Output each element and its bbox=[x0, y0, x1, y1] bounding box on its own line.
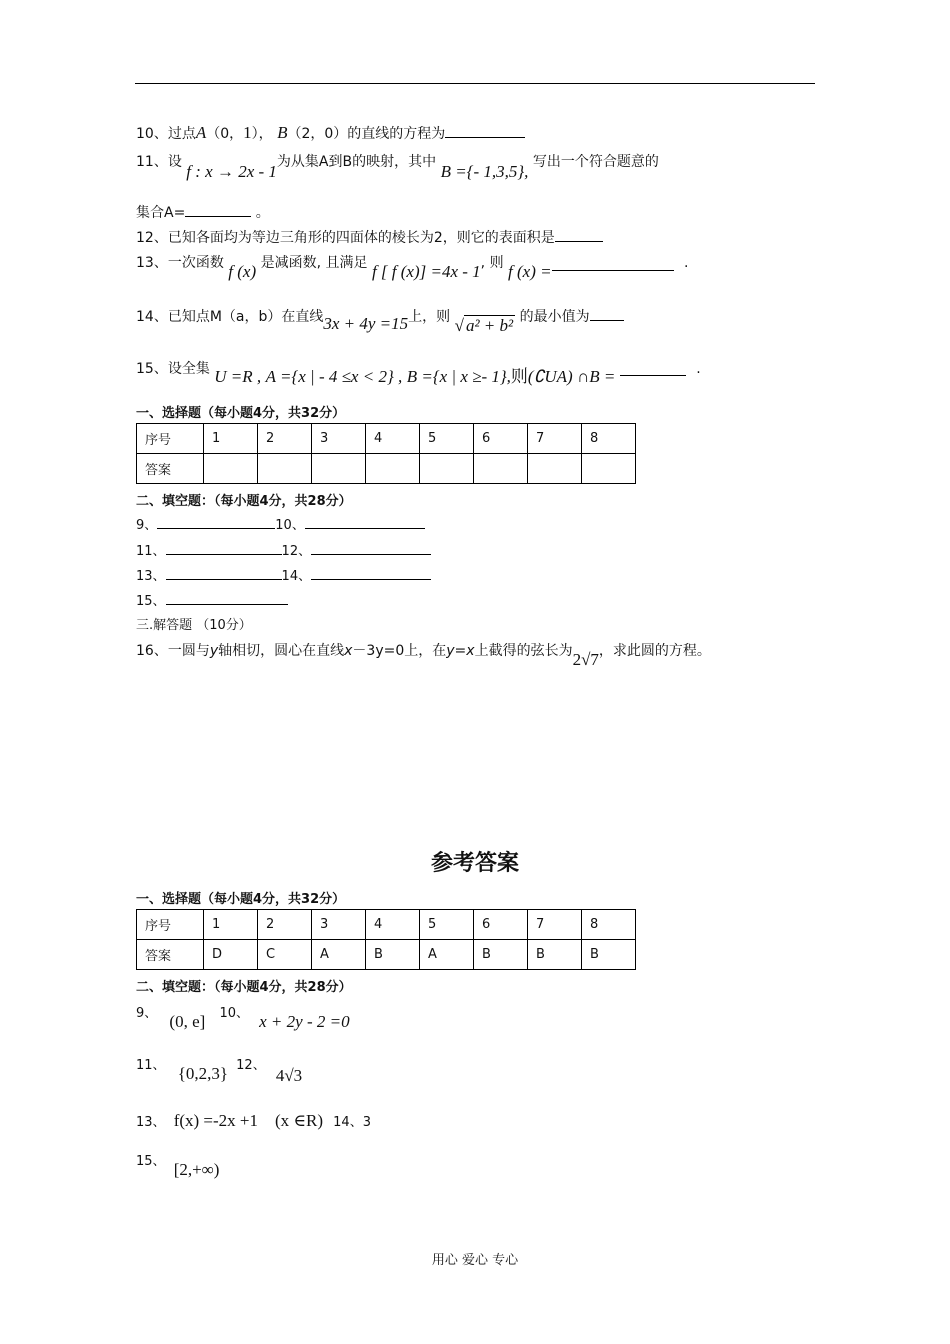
fill-row-2 bbox=[136, 540, 431, 559]
q10-close: ）， bbox=[251, 126, 273, 142]
q14-blank bbox=[590, 320, 624, 321]
q10-blank bbox=[445, 137, 525, 138]
q11-text2: 写出一个符合题意的 bbox=[532, 154, 659, 170]
q11-mapping: f : x → 2x - 1 bbox=[186, 162, 277, 181]
key-label-11: 11、 bbox=[136, 1058, 166, 1073]
question-14 bbox=[136, 305, 624, 335]
table-cell: 3 bbox=[312, 424, 366, 454]
table-cell: 6 bbox=[474, 910, 528, 940]
answer-input-cell[interactable] bbox=[582, 454, 636, 484]
table-cell: 8 bbox=[582, 910, 636, 940]
key-value-13: f(x) =-2x +1 (x ∈R) bbox=[173, 1111, 324, 1130]
table-cell: B bbox=[528, 940, 582, 970]
answer-table-blank bbox=[136, 423, 636, 484]
page-footer: 用心 爱心 专心 bbox=[431, 1253, 519, 1268]
section-fill-title: 二、填空题：（每小题4分，共28分） bbox=[136, 494, 352, 509]
q12-text: 12、已知各面均为等边三角形的四面体的棱长为2，则它的表面积是 bbox=[136, 230, 555, 246]
key-value-9: (0, e] bbox=[169, 1012, 206, 1031]
fill-label-12: 12、 bbox=[281, 544, 312, 559]
fill-blank-10[interactable] bbox=[305, 528, 425, 529]
q10-b-coord: （2，0）的直线的方程为 bbox=[287, 126, 446, 142]
q16-chord-length: 2√7 bbox=[572, 650, 599, 669]
q15-dot: . bbox=[696, 361, 701, 377]
fill-label-13: 13、 bbox=[136, 569, 166, 584]
q10-one: 1 bbox=[243, 123, 252, 142]
q16-text3: －3y=0上，在 bbox=[352, 643, 447, 659]
key-row-3 bbox=[136, 1106, 371, 1131]
fill-label-14: 14、 bbox=[281, 569, 312, 584]
q15-set-a: A ={x | - 4 ≤x < 2} , bbox=[265, 367, 403, 386]
key-value-11: {0,2,3} bbox=[177, 1064, 229, 1083]
q10-point-b: B bbox=[277, 123, 288, 142]
q16-text: 16、一圆与 bbox=[136, 643, 210, 659]
answers-title: 参考答案 bbox=[430, 851, 519, 876]
section-solve-title: 三.解答题 （10分） bbox=[136, 618, 252, 633]
q12-blank bbox=[555, 241, 603, 242]
answer-input-cell[interactable] bbox=[528, 454, 582, 484]
key-label-12: 12、 bbox=[236, 1058, 266, 1073]
table-cell: B bbox=[582, 940, 636, 970]
q13-then: , 则 bbox=[480, 255, 504, 271]
fill-label-15: 15、 bbox=[136, 594, 166, 609]
q16-y: y bbox=[209, 643, 219, 659]
table-cell: B bbox=[366, 940, 420, 970]
table-cell: 4 bbox=[366, 910, 420, 940]
table-cell: 序号 bbox=[137, 424, 204, 454]
q11-set-a-label: 集合A= bbox=[136, 205, 186, 221]
q11-label: 11、设 bbox=[136, 154, 182, 170]
answers-fill-title: 二、填空题：（每小题4分，共28分） bbox=[136, 980, 352, 995]
q16-text2: 轴相切，圆心在直线 bbox=[218, 643, 345, 659]
q14-sqrt-expr: a² + b² bbox=[465, 316, 514, 335]
q11-end: 。 bbox=[255, 205, 270, 221]
q14-line-eq: 3x + 4y =15 bbox=[323, 314, 409, 333]
key-row-4 bbox=[136, 1150, 220, 1179]
fill-row-3 bbox=[136, 565, 431, 584]
q10-point-a: A bbox=[195, 123, 207, 142]
fill-blank-14[interactable] bbox=[311, 579, 431, 580]
table-row bbox=[137, 454, 636, 484]
table-cell: 6 bbox=[474, 424, 528, 454]
fill-blank-13[interactable] bbox=[166, 579, 282, 580]
q14-text: 上，则 bbox=[408, 309, 451, 325]
fill-blank-11[interactable] bbox=[166, 554, 282, 555]
question-11-cont bbox=[136, 202, 270, 222]
fill-blank-12[interactable] bbox=[311, 554, 431, 555]
q13-dot: . bbox=[684, 255, 689, 271]
q10-a-coord: （0， bbox=[206, 126, 244, 142]
section-choice-title: 一、选择题（每小题4分，共32分） bbox=[136, 406, 346, 421]
question-11 bbox=[136, 151, 659, 181]
q15-then: 则 bbox=[510, 367, 528, 386]
key-label-10: 10、 bbox=[219, 1006, 249, 1021]
q14-sqrt: √ a² + b² bbox=[454, 316, 514, 335]
q16-text4: 上截得的弦长为 bbox=[474, 643, 573, 659]
q14-label: 14、已知点M（a，b）在直线 bbox=[136, 309, 324, 325]
table-row bbox=[137, 910, 636, 940]
key-value-14: 14、3 bbox=[333, 1115, 371, 1130]
answer-input-cell[interactable] bbox=[204, 454, 258, 484]
fill-blank-9[interactable] bbox=[157, 528, 275, 529]
answer-input-cell[interactable] bbox=[366, 454, 420, 484]
question-15 bbox=[136, 353, 701, 386]
table-cell: 8 bbox=[582, 424, 636, 454]
table-cell: C bbox=[258, 940, 312, 970]
q13-label: 13、一次函数 bbox=[136, 255, 224, 271]
fill-row-4 bbox=[136, 590, 288, 609]
table-cell: D bbox=[204, 940, 258, 970]
key-value-12: 4√3 bbox=[275, 1066, 303, 1085]
table-cell: 5 bbox=[420, 424, 474, 454]
q11-set-b: B ={- 1,3,5}, bbox=[440, 162, 529, 181]
answer-input-cell[interactable] bbox=[312, 454, 366, 484]
header-rule bbox=[135, 83, 815, 84]
q13-fx2: f (x) = bbox=[508, 262, 552, 281]
fill-blank-15[interactable] bbox=[166, 604, 288, 605]
key-label-13: 13、 bbox=[136, 1115, 166, 1130]
key-label-9: 9、 bbox=[136, 1006, 158, 1021]
q16-x: x bbox=[344, 643, 353, 659]
q13-equation: f [ f (x)] =4x - 1 bbox=[371, 262, 481, 281]
table-row bbox=[137, 424, 636, 454]
answer-table-filled bbox=[136, 909, 636, 970]
question-12 bbox=[136, 227, 603, 247]
table-cell: 序号 bbox=[137, 910, 204, 940]
q15-expression: (∁UA) ∩B = bbox=[527, 367, 616, 386]
q13-text: 是减函数, 且满足 bbox=[260, 255, 368, 271]
answer-input-cell[interactable] bbox=[474, 454, 528, 484]
answer-input-cell[interactable] bbox=[420, 454, 474, 484]
fill-label-11: 11、 bbox=[136, 544, 166, 559]
table-cell: 4 bbox=[366, 424, 420, 454]
table-cell: 1 bbox=[204, 910, 258, 940]
question-13 bbox=[136, 252, 689, 281]
answer-input-cell[interactable] bbox=[258, 454, 312, 484]
table-cell: 2 bbox=[258, 910, 312, 940]
table-cell: B bbox=[474, 940, 528, 970]
fill-label-9: 9、 bbox=[136, 518, 158, 533]
q13-blank bbox=[552, 270, 674, 271]
table-cell: 7 bbox=[528, 424, 582, 454]
key-row-2 bbox=[136, 1054, 303, 1085]
key-row-1 bbox=[136, 1002, 350, 1031]
fill-label-10: 10、 bbox=[275, 518, 305, 533]
q14-text2: 的最小值为 bbox=[519, 309, 590, 325]
q16-text5: ，求此圆的方程。 bbox=[598, 643, 711, 659]
table-cell: 5 bbox=[420, 910, 474, 940]
table-cell: 7 bbox=[528, 910, 582, 940]
table-cell: A bbox=[312, 940, 366, 970]
q11-blank bbox=[185, 216, 251, 217]
table-row bbox=[137, 940, 636, 970]
q11-text: 为从集A到B的映射，其中 bbox=[276, 154, 437, 170]
fill-row-1 bbox=[136, 514, 425, 533]
q13-fx: f (x) bbox=[228, 262, 257, 281]
q15-blank bbox=[620, 375, 686, 376]
table-cell: 答案 bbox=[137, 940, 204, 970]
table-cell: 3 bbox=[312, 910, 366, 940]
table-cell: A bbox=[420, 940, 474, 970]
q16-yx: y=x bbox=[446, 643, 475, 659]
table-cell: 2 bbox=[258, 424, 312, 454]
q15-universal-set: U =R , bbox=[214, 367, 262, 386]
key-value-15: [2,+∞) bbox=[173, 1160, 220, 1179]
question-10 bbox=[136, 123, 525, 143]
key-value-10: x + 2y - 2 =0 bbox=[259, 1012, 350, 1031]
answers-choice-title: 一、选择题（每小题4分，共32分） bbox=[136, 892, 346, 907]
q10-label: 10、过点 bbox=[136, 126, 196, 142]
table-cell: 1 bbox=[204, 424, 258, 454]
q15-set-b: B ={x | x ≥- 1}, bbox=[406, 367, 511, 386]
key-label-15: 15、 bbox=[136, 1154, 166, 1169]
table-cell: 答案 bbox=[137, 454, 204, 484]
q15-label: 15、设全集 bbox=[136, 361, 210, 377]
question-16 bbox=[136, 640, 711, 669]
